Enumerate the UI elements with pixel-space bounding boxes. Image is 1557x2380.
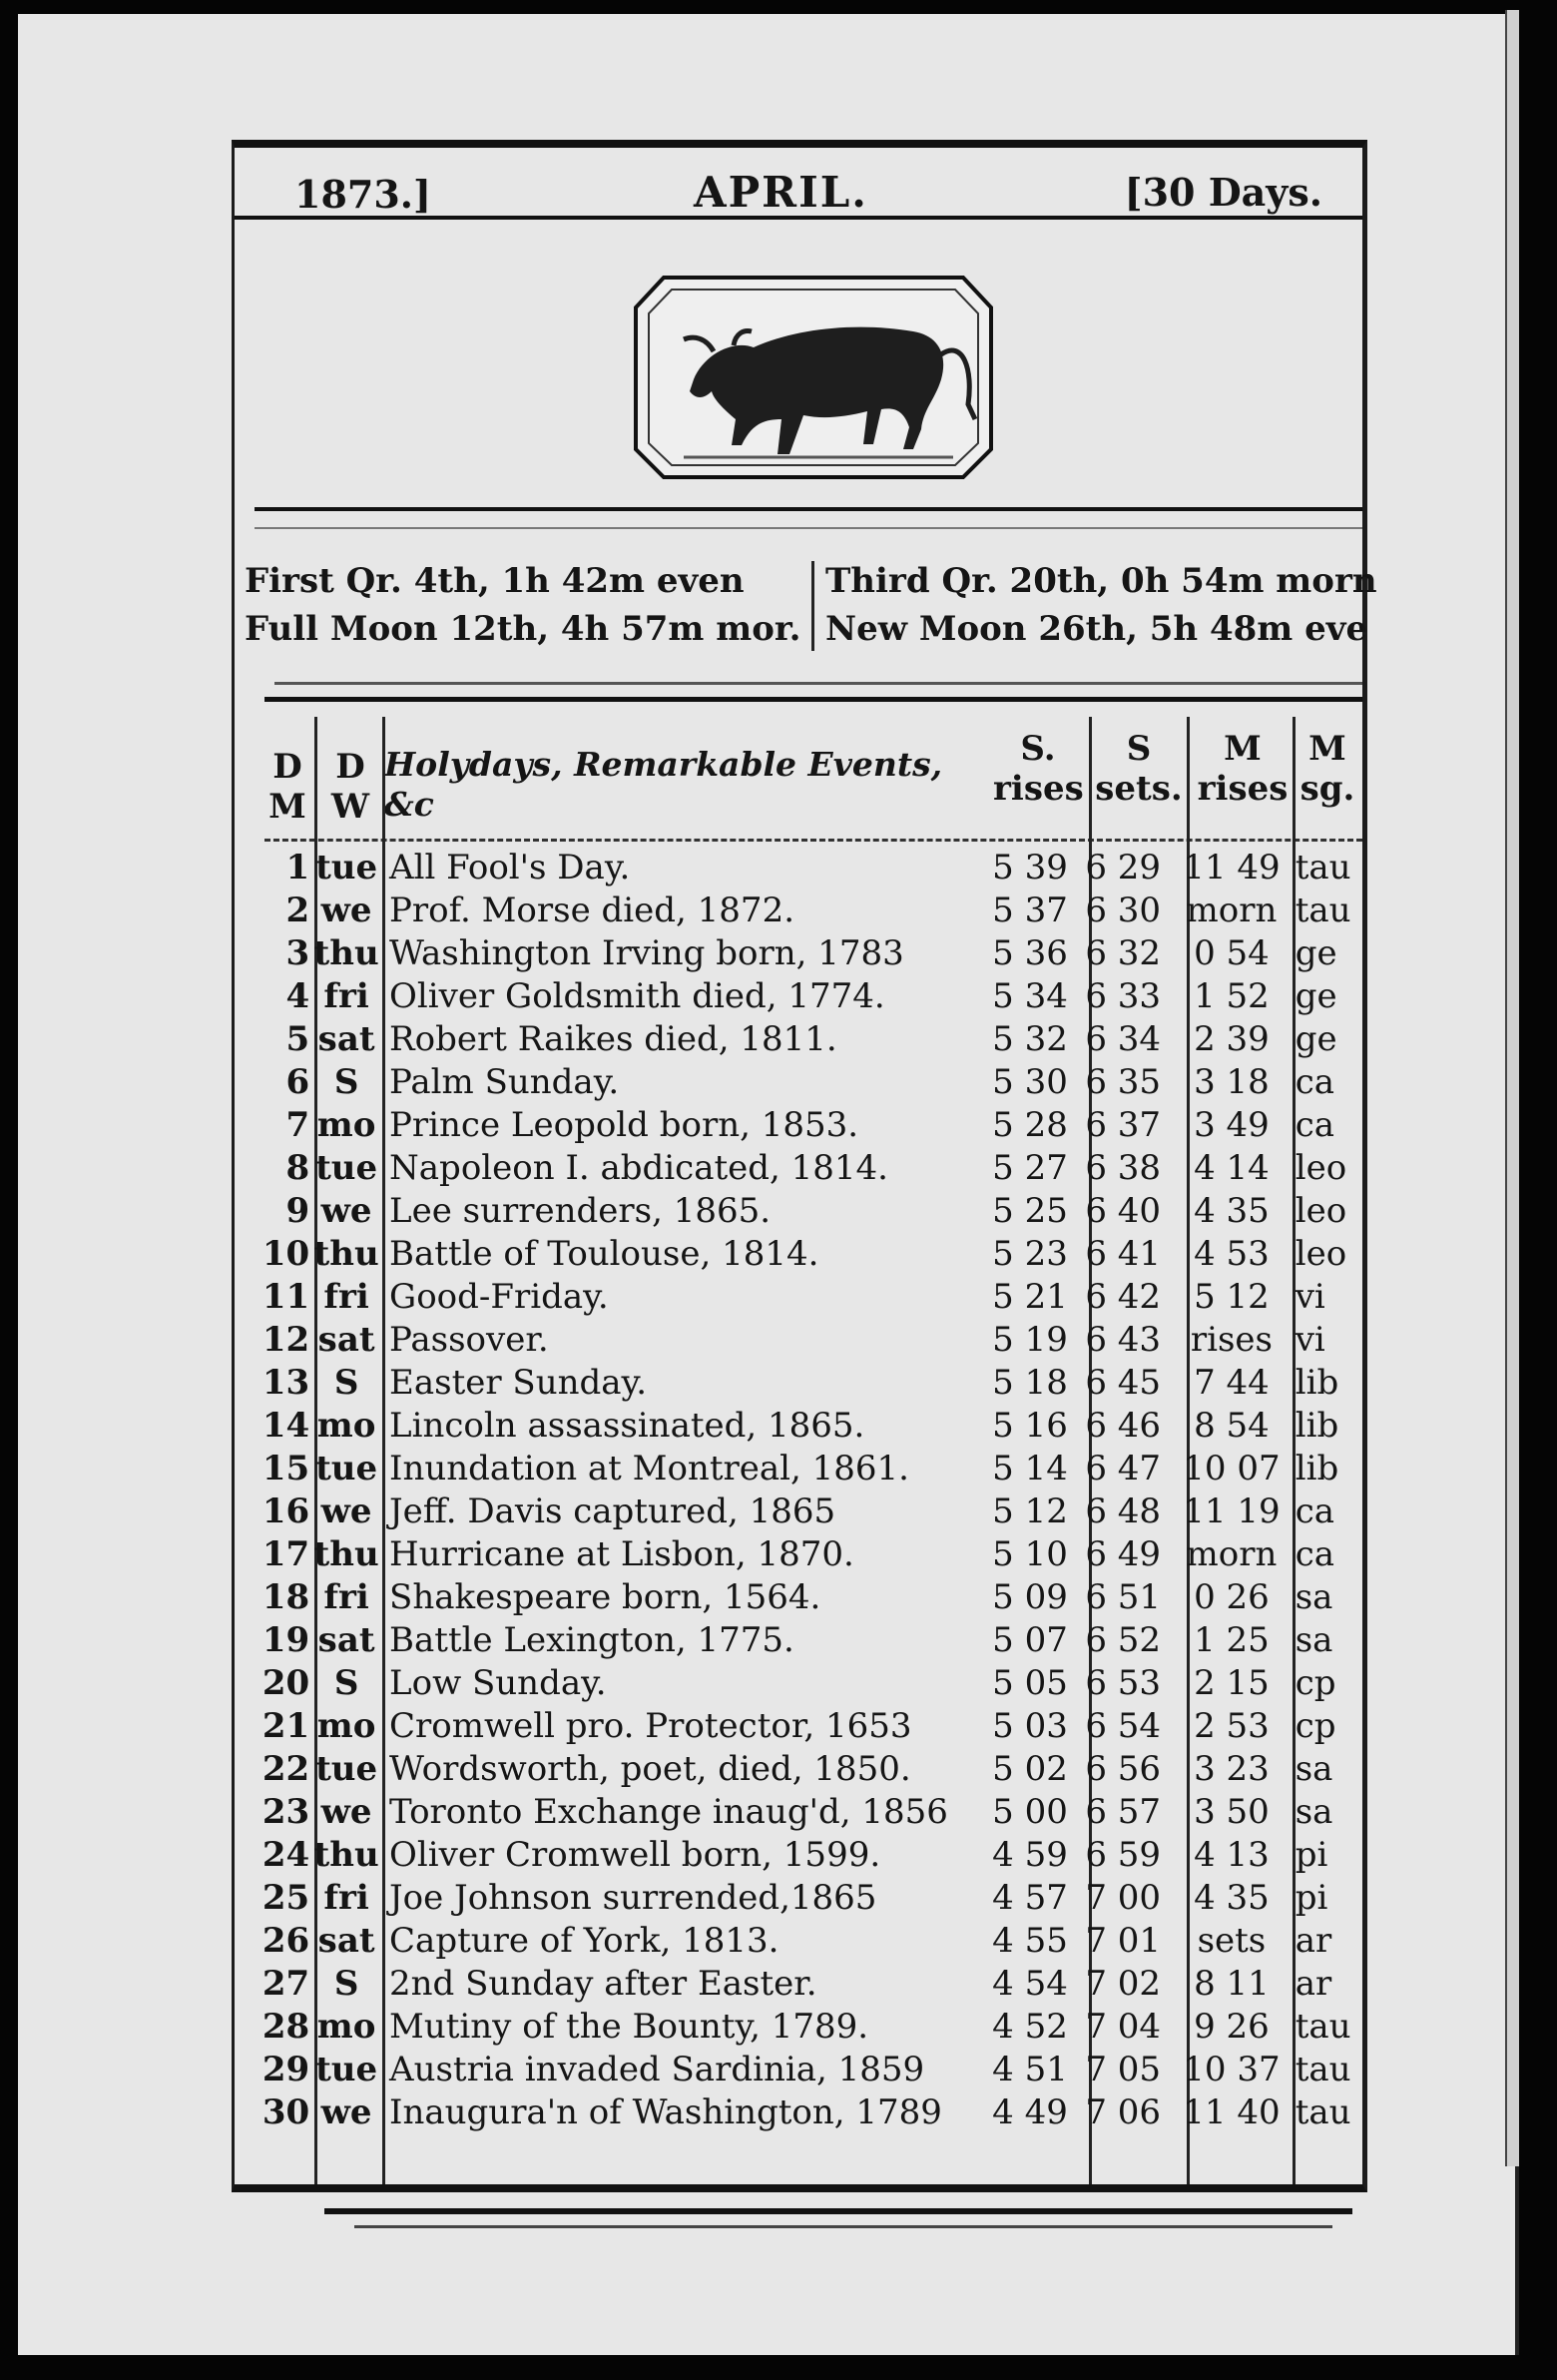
cell-ev: Low Sunday. [389, 1663, 607, 1703]
table-row [235, 932, 1362, 975]
cell-dw: sat [317, 1019, 375, 1059]
cell-dw: mo [316, 1406, 376, 1446]
cell-sr: 4 54 [992, 1964, 1068, 2004]
col-day-of-month: D M [268, 747, 306, 827]
table-row [235, 1619, 1362, 1662]
cell-dm: 18 [261, 1577, 310, 1617]
cell-sr: 5 32 [992, 1019, 1068, 1059]
cell-ss: 6 37 [1085, 1105, 1162, 1145]
cell-dm: 8 [285, 1148, 310, 1188]
cell-dm: 21 [261, 1706, 310, 1746]
cell-dm: 7 [285, 1105, 310, 1145]
cell-ss: 6 43 [1085, 1320, 1162, 1360]
cell-ev: Inundation at Montreal, 1861. [389, 1449, 909, 1488]
calendar-table [235, 847, 1362, 2134]
cell-dw: fri [323, 976, 369, 1016]
table-row [235, 1319, 1362, 1362]
cell-ss: 6 54 [1085, 1706, 1162, 1746]
cell-dm: 16 [261, 1491, 310, 1531]
cell-ss: 6 49 [1085, 1534, 1162, 1574]
cell-sr: 5 34 [992, 976, 1068, 1016]
cell-mr: 0 54 [1194, 933, 1270, 973]
cell-dw: thu [313, 1534, 379, 1574]
cell-dm: 1 [285, 848, 310, 888]
cell-ms: ge [1295, 976, 1337, 1016]
cell-mr: 7 44 [1194, 1363, 1270, 1403]
table-row [235, 1748, 1362, 1791]
table-row [235, 1791, 1362, 1834]
cell-mr: 4 13 [1194, 1835, 1270, 1875]
cell-dm: 30 [261, 2092, 310, 2132]
cell-dm: 26 [261, 1921, 310, 1961]
cell-ms: sa [1295, 1792, 1333, 1832]
cell-dw: sat [317, 1320, 375, 1360]
cell-ms: sa [1295, 1620, 1333, 1660]
cell-dm: 24 [261, 1835, 310, 1875]
cell-dm: 20 [261, 1663, 310, 1703]
cell-sr: 5 23 [992, 1234, 1068, 1274]
cell-ev: Toronto Exchange inaug'd, 1856 [389, 1792, 948, 1832]
table-row [235, 1362, 1362, 1405]
cell-sr: 4 59 [992, 1835, 1068, 1875]
table-row [235, 1705, 1362, 1748]
cell-sr: 5 19 [992, 1320, 1068, 1360]
cell-ev: Prince Leopold born, 1853. [389, 1105, 859, 1145]
cell-mr: 11 40 [1183, 2092, 1281, 2132]
cell-dw: we [320, 891, 372, 930]
table-row [235, 1276, 1362, 1319]
cell-dw: fri [323, 1577, 369, 1617]
cell-dw: thu [313, 1835, 379, 1875]
cell-dw: S [333, 1062, 359, 1102]
cell-dw: we [320, 1191, 372, 1231]
cell-sr: 5 07 [992, 1620, 1068, 1660]
column-headers [235, 707, 1362, 842]
cell-dm: 2 [285, 891, 310, 930]
cell-mr: 9 26 [1194, 2007, 1270, 2047]
cell-ev: Passover. [389, 1320, 549, 1360]
cell-dw: sat [317, 1921, 375, 1961]
cell-sr: 4 57 [992, 1878, 1068, 1918]
cell-ev: Hurricane at Lisbon, 1870. [389, 1534, 854, 1574]
cell-ss: 6 46 [1085, 1406, 1162, 1446]
cell-dw: thu [313, 933, 379, 973]
cell-ev: Easter Sunday. [389, 1363, 648, 1403]
cell-dm: 23 [261, 1792, 310, 1832]
cell-dm: 27 [261, 1964, 310, 2004]
cell-ss: 6 40 [1085, 1191, 1162, 1231]
cell-dm: 3 [285, 933, 310, 973]
cell-ss: 7 00 [1085, 1878, 1162, 1918]
cell-ms: sa [1295, 1749, 1333, 1789]
cell-ev: Joe Johnson surrended,1865 [389, 1878, 877, 1918]
cell-ss: 6 45 [1085, 1363, 1162, 1403]
cell-mr: 11 19 [1183, 1491, 1281, 1531]
cell-mr: 10 07 [1183, 1449, 1281, 1488]
table-row [235, 1877, 1362, 1920]
col-sun-rises: S. rises [993, 729, 1084, 809]
divider [255, 527, 1362, 529]
full-moon: Full Moon 12th, 4h 57m mor. [245, 609, 801, 649]
cell-ev: 2nd Sunday after Easter. [389, 1964, 817, 2004]
table-row [235, 1190, 1362, 1233]
cell-sr: 5 37 [992, 891, 1068, 930]
cell-ev: Wordsworth, poet, died, 1850. [389, 1749, 911, 1789]
cell-sr: 5 02 [992, 1749, 1068, 1789]
cell-dm: 5 [285, 1019, 310, 1059]
table-row [235, 2006, 1362, 2049]
divider [274, 682, 1362, 685]
cell-dm: 22 [261, 1749, 310, 1789]
cell-ms: ge [1295, 1019, 1337, 1059]
table-row [235, 1147, 1362, 1190]
cell-ss: 6 33 [1085, 976, 1162, 1016]
cell-ms: tau [1295, 2050, 1351, 2089]
cell-ss: 6 32 [1085, 933, 1162, 973]
cell-dw: tue [315, 2050, 378, 2089]
header-year: 1873.] [294, 172, 431, 217]
bottom-rule [354, 2225, 1332, 2228]
cell-ev: Oliver Goldsmith died, 1774. [389, 976, 885, 1016]
cell-ev: Lee surrenders, 1865. [389, 1191, 772, 1231]
table-row [235, 975, 1362, 1018]
cell-ev: Robert Raikes died, 1811. [389, 1019, 837, 1059]
cell-mr: 10 37 [1183, 2050, 1281, 2089]
cell-mr: 4 14 [1194, 1148, 1270, 1188]
cell-dm: 9 [285, 1191, 310, 1231]
cell-ss: 7 01 [1085, 1921, 1162, 1961]
cell-sr: 4 49 [992, 2092, 1068, 2132]
cell-ms: vi [1295, 1320, 1325, 1360]
cell-ev: Napoleon I. abdicated, 1814. [389, 1148, 888, 1188]
table-row [235, 890, 1362, 932]
cell-sr: 5 12 [992, 1491, 1068, 1531]
table-row [235, 1662, 1362, 1705]
cell-dm: 29 [261, 2050, 310, 2089]
first-quarter: First Qr. 4th, 1h 42m even [245, 561, 745, 601]
table-row [235, 2049, 1362, 2091]
cell-dw: we [320, 2092, 372, 2132]
cell-sr: 5 25 [992, 1191, 1068, 1231]
header-days: [30 Days. [1124, 170, 1322, 215]
cell-dw: thu [313, 1234, 379, 1274]
moon-phases-left [245, 557, 803, 653]
cell-ms: tau [1295, 2007, 1351, 2047]
cell-ms: leo [1295, 1191, 1347, 1231]
cell-ev: Austria invaded Sardinia, 1859 [389, 2050, 925, 2089]
cell-dw: S [333, 1363, 359, 1403]
cell-dm: 4 [285, 976, 310, 1016]
cell-mr: 3 50 [1194, 1792, 1270, 1832]
cell-ms: ar [1295, 1921, 1332, 1961]
cell-mr: morn [1186, 1534, 1278, 1574]
cell-ss: 6 56 [1085, 1749, 1162, 1789]
cell-dw: sat [317, 1620, 375, 1660]
cell-dm: 6 [285, 1062, 310, 1102]
cell-ms: ca [1295, 1105, 1335, 1145]
table-row [235, 1920, 1362, 1963]
table-row [235, 1448, 1362, 1490]
table-row [235, 1018, 1362, 1061]
cell-ms: tau [1295, 848, 1351, 888]
cell-ss: 6 59 [1085, 1835, 1162, 1875]
cell-sr: 4 52 [992, 2007, 1068, 2047]
cell-mr: 11 49 [1183, 848, 1281, 888]
header-month: APRIL. [694, 168, 868, 217]
cell-ss: 7 05 [1085, 2050, 1162, 2089]
new-moon: New Moon 26th, 5h 48m eve [825, 609, 1368, 649]
cell-sr: 4 51 [992, 2050, 1068, 2089]
cell-dw: fri [323, 1878, 369, 1918]
cell-ss: 7 06 [1085, 2092, 1162, 2132]
cell-sr: 5 39 [992, 848, 1068, 888]
cell-ev: Good-Friday. [389, 1277, 609, 1317]
cell-dm: 28 [261, 2007, 310, 2047]
cell-sr: 5 36 [992, 933, 1068, 973]
cell-ss: 6 48 [1085, 1491, 1162, 1531]
table-row [235, 2091, 1362, 2134]
cell-ss: 6 51 [1085, 1577, 1162, 1617]
cell-sr: 5 27 [992, 1148, 1068, 1188]
cell-mr: 8 11 [1194, 1964, 1270, 2004]
cell-mr: 5 12 [1194, 1277, 1270, 1317]
cell-mr: 4 53 [1194, 1234, 1270, 1274]
cell-dm: 15 [261, 1449, 310, 1488]
cell-dw: we [320, 1792, 372, 1832]
table-row [235, 1834, 1362, 1877]
cell-ss: 6 34 [1085, 1019, 1162, 1059]
cell-ms: ca [1295, 1062, 1335, 1102]
cell-ev: Battle of Toulouse, 1814. [389, 1234, 819, 1274]
cell-mr: 1 52 [1194, 976, 1270, 1016]
cell-dw: tue [315, 848, 378, 888]
cell-dm: 12 [261, 1320, 310, 1360]
cell-ss: 7 04 [1085, 2007, 1162, 2047]
cell-ss: 7 02 [1085, 1964, 1162, 2004]
cell-dw: tue [315, 1449, 378, 1488]
calendar-header [235, 156, 1362, 220]
cell-mr: 1 25 [1194, 1620, 1270, 1660]
cell-ms: cp [1295, 1706, 1336, 1746]
cell-ms: ca [1295, 1534, 1335, 1574]
calendar-frame [232, 140, 1377, 2192]
cell-ms: tau [1295, 891, 1351, 930]
cell-mr: 4 35 [1194, 1878, 1270, 1918]
col-moon-rises: M rises [1197, 729, 1289, 809]
cell-dm: 17 [261, 1534, 310, 1574]
table-row [235, 847, 1362, 890]
cell-ev: Cromwell pro. Protector, 1653 [389, 1706, 912, 1746]
cell-dw: tue [315, 1148, 378, 1188]
cell-ms: tau [1295, 2092, 1351, 2132]
cell-ev: All Fool's Day. [389, 848, 631, 888]
cell-ms: lib [1295, 1449, 1339, 1488]
header-rule [264, 839, 1362, 842]
cell-mr: sets [1197, 1921, 1267, 1961]
cell-ev: Lincoln assassinated, 1865. [389, 1406, 865, 1446]
table-row [235, 1405, 1362, 1448]
cell-dw: fri [323, 1277, 369, 1317]
cell-ss: 6 53 [1085, 1663, 1162, 1703]
cell-ev: Palm Sunday. [389, 1062, 620, 1102]
table-row [235, 1104, 1362, 1147]
cell-sr: 5 30 [992, 1062, 1068, 1102]
cell-ms: pi [1295, 1835, 1328, 1875]
table-row [235, 1576, 1362, 1619]
cell-ss: 6 42 [1085, 1277, 1162, 1317]
cell-ss: 6 52 [1085, 1620, 1162, 1660]
cell-dw: mo [316, 1706, 376, 1746]
cell-dw: tue [315, 1749, 378, 1789]
cell-mr: 4 35 [1194, 1191, 1270, 1231]
cell-dw: S [333, 1663, 359, 1703]
cell-mr: 3 18 [1194, 1062, 1270, 1102]
cell-ev: Shakespeare born, 1564. [389, 1577, 821, 1617]
bottom-rule [324, 2208, 1352, 2214]
divider [255, 507, 1362, 511]
cell-mr: 3 23 [1194, 1749, 1270, 1789]
cell-sr: 5 03 [992, 1706, 1068, 1746]
col-sun-sets: S sets. [1095, 729, 1183, 809]
cell-sr: 4 55 [992, 1921, 1068, 1961]
cell-sr: 5 14 [992, 1449, 1068, 1488]
cell-ev: Battle Lexington, 1775. [389, 1620, 794, 1660]
page-edge [1505, 10, 1519, 2166]
cell-sr: 5 21 [992, 1277, 1068, 1317]
cell-dm: 25 [261, 1878, 310, 1918]
cell-dm: 11 [261, 1277, 310, 1317]
cell-ss: 6 30 [1085, 891, 1162, 930]
cell-ss: 6 29 [1085, 848, 1162, 888]
cell-mr: morn [1186, 891, 1278, 930]
cell-mr: 2 53 [1194, 1706, 1270, 1746]
cell-ms: leo [1295, 1148, 1347, 1188]
table-row [235, 1061, 1362, 1104]
moon-phases [245, 557, 1377, 657]
cell-sr: 5 09 [992, 1577, 1068, 1617]
cell-sr: 5 00 [992, 1792, 1068, 1832]
divider [811, 561, 814, 651]
table-row [235, 1233, 1362, 1276]
cell-ms: pi [1295, 1878, 1328, 1918]
cell-ms: ca [1295, 1491, 1335, 1531]
cell-ev: Jeff. Davis captured, 1865 [389, 1491, 836, 1531]
cell-ms: leo [1295, 1234, 1347, 1274]
cell-mr: 2 39 [1194, 1019, 1270, 1059]
third-quarter: Third Qr. 20th, 0h 54m morn [825, 561, 1377, 601]
cell-sr: 5 28 [992, 1105, 1068, 1145]
cell-ms: vi [1295, 1277, 1325, 1317]
table-row [235, 1963, 1362, 2006]
cell-mr: 3 49 [1194, 1105, 1270, 1145]
cell-dw: S [333, 1964, 359, 2004]
cell-dm: 19 [261, 1620, 310, 1660]
cell-sr: 5 18 [992, 1363, 1068, 1403]
col-moon-sign: M sg. [1299, 729, 1355, 809]
cell-sr: 5 16 [992, 1406, 1068, 1446]
cell-ms: cp [1295, 1663, 1336, 1703]
cell-ms: sa [1295, 1577, 1333, 1617]
cell-ss: 6 47 [1085, 1449, 1162, 1488]
cell-sr: 5 05 [992, 1663, 1068, 1703]
cell-ev: Washington Irving born, 1783 [389, 933, 904, 973]
cell-dm: 10 [261, 1234, 310, 1274]
col-day-of-week: D W [330, 747, 370, 827]
cell-ms: ge [1295, 933, 1337, 973]
table-row [235, 1533, 1362, 1576]
cell-ev: Prof. Morse died, 1872. [389, 891, 795, 930]
moon-phases-right [825, 557, 1384, 653]
bull-icon [624, 260, 1003, 489]
cell-mr: rises [1190, 1320, 1273, 1360]
col-events: Holydays, Remarkable Events, &c [384, 745, 943, 824]
table-row [235, 1490, 1362, 1533]
cell-ms: lib [1295, 1406, 1339, 1446]
cell-mr: 2 15 [1194, 1663, 1270, 1703]
cell-dm: 13 [261, 1363, 310, 1403]
cell-ev: Capture of York, 1813. [389, 1921, 779, 1961]
cell-ss: 6 35 [1085, 1062, 1162, 1102]
divider [264, 697, 1362, 702]
cell-ev: Mutiny of the Bounty, 1789. [389, 2007, 869, 2047]
cell-sr: 5 10 [992, 1534, 1068, 1574]
cell-dm: 14 [261, 1406, 310, 1446]
cell-dw: mo [316, 1105, 376, 1145]
cell-ms: ar [1295, 1964, 1332, 2004]
cell-dw: we [320, 1491, 372, 1531]
cell-mr: 0 26 [1194, 1577, 1270, 1617]
cell-ev: Inaugura'n of Washington, 1789 [389, 2092, 942, 2132]
cell-ss: 6 57 [1085, 1792, 1162, 1832]
cell-ev: Oliver Cromwell born, 1599. [389, 1835, 881, 1875]
cell-mr: 8 54 [1194, 1406, 1270, 1446]
cell-ms: lib [1295, 1363, 1339, 1403]
cell-ss: 6 38 [1085, 1148, 1162, 1188]
cell-ss: 6 41 [1085, 1234, 1162, 1274]
cell-dw: mo [316, 2007, 376, 2047]
